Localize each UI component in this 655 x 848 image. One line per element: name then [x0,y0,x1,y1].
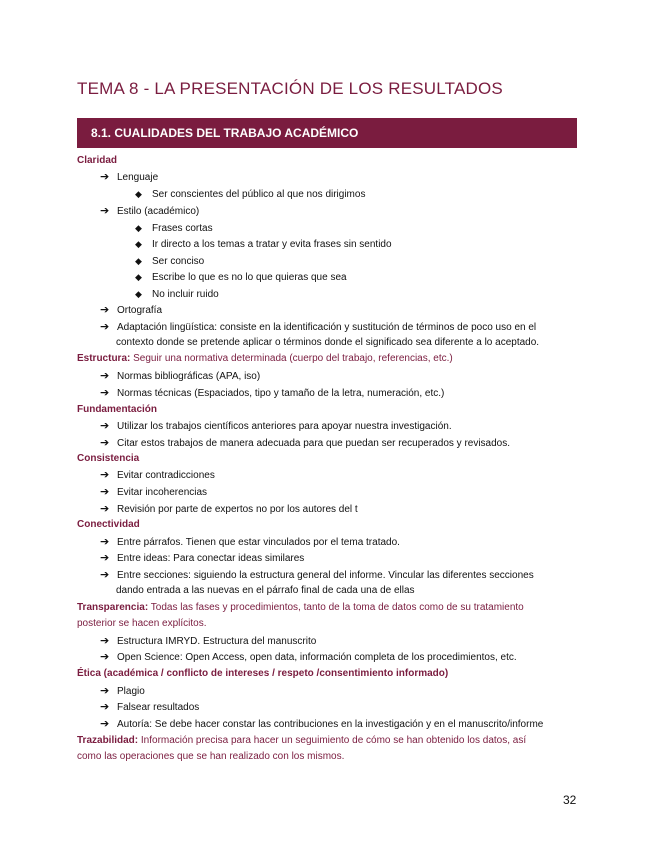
diamond-bullet-icon: ◆ [135,239,142,249]
arrow-icon: ➔ [100,370,110,382]
page-number: 32 [563,793,577,807]
arrow-icon: ➔ [100,701,110,713]
arrow-icon: ➔ [100,437,110,449]
sub-list-item: ◆ Ser conscientes del público al que nos dirigimos [135,189,366,200]
list-item: ➔ Estructura IMRYD. Estructura del manuscrito [100,635,317,647]
heading-etica: Ética (académica / conflicto de intereses / respeto /consentimiento informado) [77,668,449,679]
arrow-icon: ➔ [100,171,110,183]
list-item: ➔ Plagio [100,685,145,697]
heading-claridad: Claridad [77,155,118,166]
estructura-label: Estructura: [77,353,131,364]
trazabilidad-paragraph: Trazabilidad: Información precisa para hacer un seguimiento de cómo se han obtenido los datos, así [77,735,527,746]
page-title: TEMA 8 - LA PRESENTACIÓN DE LOS RESULTADOS [77,79,503,98]
list-item: ➔ Evitar incoherencias [100,486,208,498]
arrow-icon: ➔ [100,304,110,316]
list-item: ➔ Normas técnicas (Espaciados, tipo y tamaño de la letra, numeración, etc.) [100,387,445,399]
arrow-icon: ➔ [100,420,110,432]
arrow-icon: ➔ [100,685,110,697]
arrow-icon: ➔ [100,205,110,217]
arrow-icon: ➔ [100,503,110,515]
arrow-icon: ➔ [100,469,110,481]
arrow-icon: ➔ [100,321,110,333]
diamond-bullet-icon: ◆ [135,189,142,199]
diamond-bullet-icon: ◆ [135,289,142,299]
trazabilidad-continuation: como las operaciones que se han realizado con los mismos. [77,751,345,762]
list-item: ➔ Utilizar los trabajos científicos anteriores para apoyar nuestra investigación. [100,420,452,432]
sub-list-item: ◆ Ir directo a los temas a tratar y evita frases sin sentido [135,239,392,250]
sub-list-item: ◆ No incluir ruido [135,289,219,300]
arrow-icon: ➔ [100,552,110,564]
arrow-icon: ➔ [100,635,110,647]
list-item: ➔ Estilo (académico) [100,205,200,217]
list-item: ➔ Falsear resultados [100,701,200,713]
arrow-icon: ➔ [100,718,110,730]
transparencia-continuation: posterior se hacen explícitos. [77,618,207,629]
list-item: ➔ Citar estos trabajos de manera adecuada para que puedan ser recuperados y revisados. [100,437,511,449]
transparencia-paragraph: Transparencia: Todas las fases y procedimientos, tanto de la toma de datos como de su tratamiento [77,602,524,613]
diamond-bullet-icon: ◆ [135,256,142,266]
arrow-icon: ➔ [100,387,110,399]
section-banner: 8.1. CUALIDADES DEL TRABAJO ACADÉMICO [77,118,577,148]
heading-fundamentacion: Fundamentación [77,404,158,415]
trazabilidad-label: Trazabilidad: [77,735,139,746]
list-item: ➔ Evitar contradicciones [100,469,215,481]
list-item: ➔ Revisión por parte de expertos no por los autores del t [100,503,358,515]
heading-consistencia: Consistencia [77,453,140,464]
list-item: ➔ Open Science: Open Access, open data, información completa de los procedimientos, etc. [100,651,517,663]
list-item: ➔ Autoría: Se debe hacer constar las contribuciones en la investigación y en el manuscrito/informe [100,718,544,730]
list-item: ➔ Normas bibliográficas (APA, iso) [100,370,261,382]
diamond-bullet-icon: ◆ [135,223,142,233]
list-item: ➔ Ortografía [100,304,163,316]
list-item: ➔ Adaptación lingüística: consiste en la identificación y sustitución de términos de poco uso en el [100,321,537,333]
arrow-icon: ➔ [100,486,110,498]
transparencia-label: Transparencia: [77,602,149,613]
list-item-continuation: contexto donde se pretende aplicar o términos donde el significado sea diferente a lo aceptado. [116,337,540,348]
arrow-icon: ➔ [100,651,110,663]
list-item: ➔ Entre secciones: siguiendo la estructura general del informe. Vincular las diferentes secciones [100,569,534,581]
list-item-continuation: dando entrada a las nuevas en el párrafo final de cada una de ellas [116,585,415,596]
sub-list-item: ◆ Escribe lo que es no lo que quieras que sea [135,272,347,283]
estructura-paragraph: Estructura: Seguir una normativa determinada (cuerpo del trabajo, referencias, etc.) [77,353,453,364]
list-item: ➔ Entre ideas: Para conectar ideas similares [100,552,305,564]
list-item: ➔ Entre párrafos. Tienen que estar vinculados por el tema tratado. [100,536,400,548]
heading-conectividad: Conectividad [77,519,140,530]
arrow-icon: ➔ [100,536,110,548]
sub-list-item: ◆ Ser conciso [135,256,205,267]
arrow-icon: ➔ [100,569,110,581]
sub-list-item: ◆ Frases cortas [135,223,213,234]
diamond-bullet-icon: ◆ [135,272,142,282]
list-item: ➔ Lenguaje [100,171,159,183]
